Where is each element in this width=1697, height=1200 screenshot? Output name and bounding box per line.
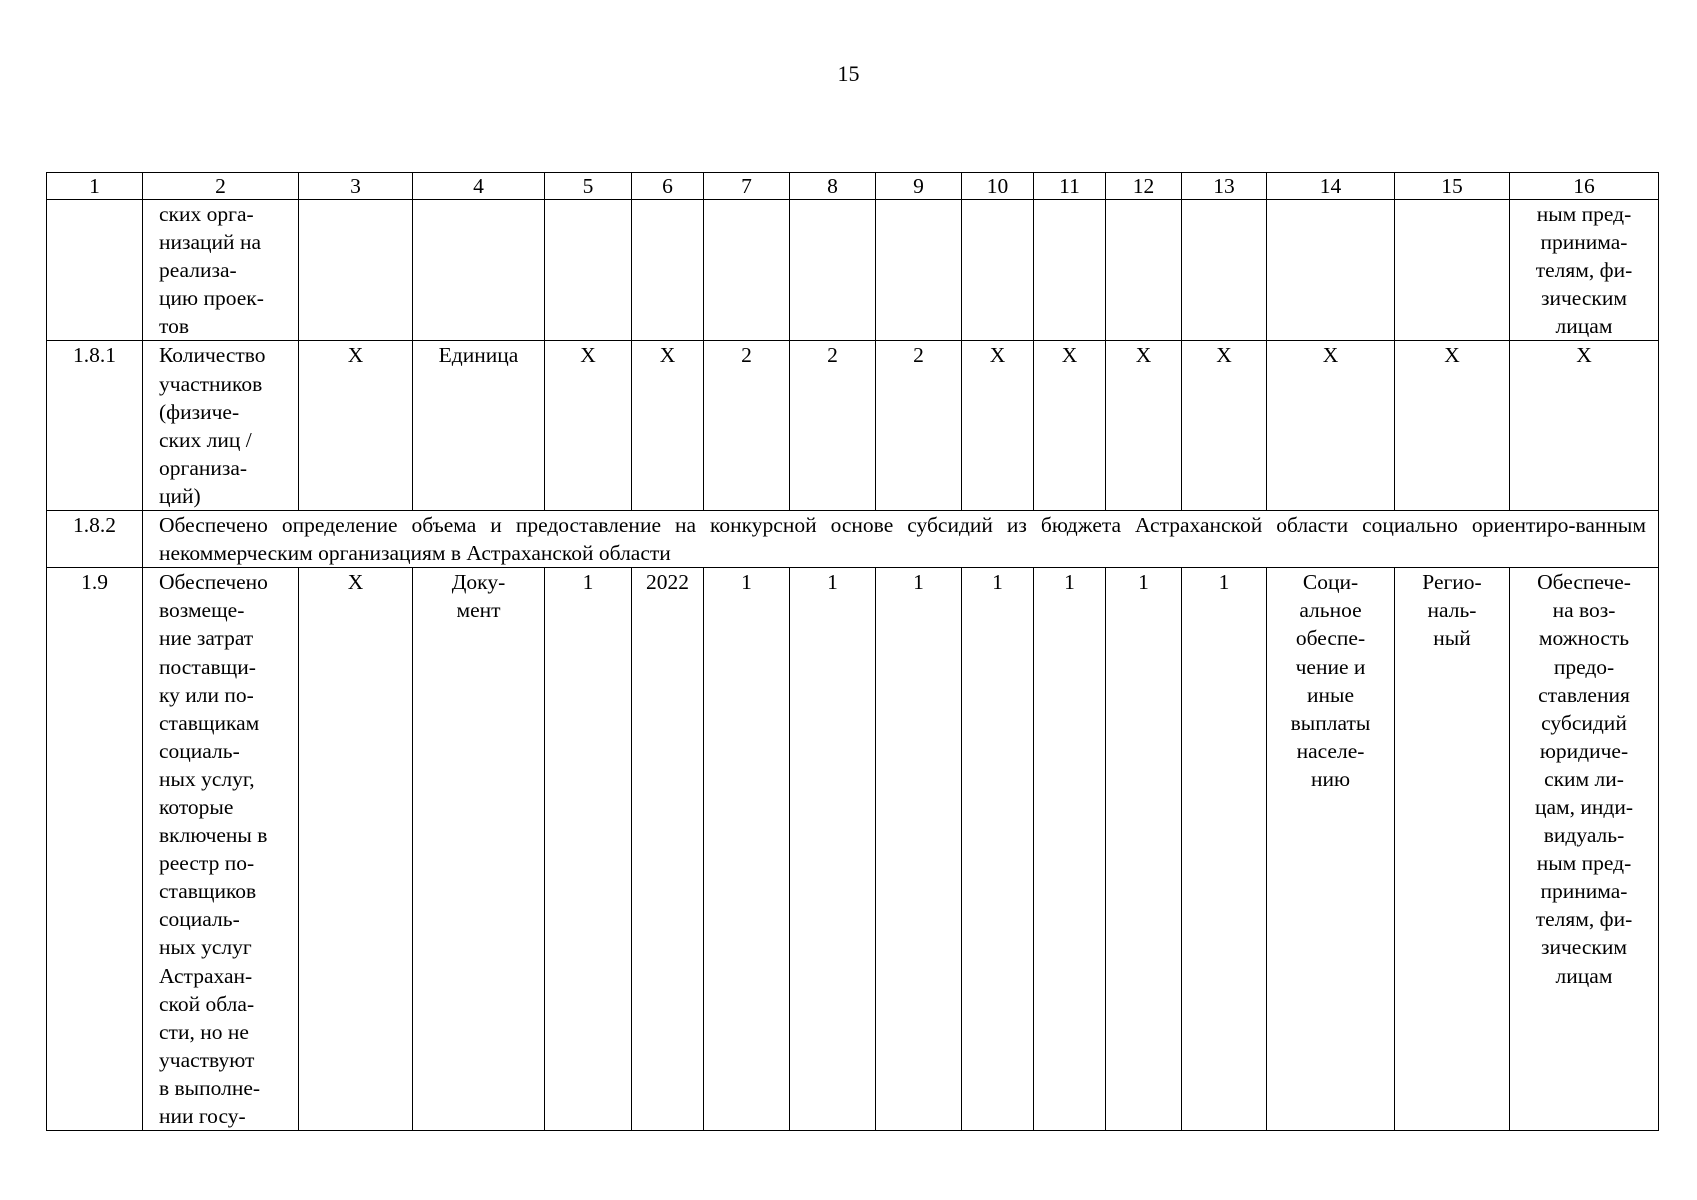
column-header: 15 [1395, 173, 1510, 200]
table-cell: Х [1267, 341, 1395, 511]
table-cell [632, 200, 704, 341]
table-cell: Х [962, 341, 1034, 511]
row-number: 1.8.2 [47, 511, 143, 568]
table-cell-name [143, 200, 299, 341]
table-cell [545, 200, 632, 341]
column-header: 6 [632, 173, 704, 200]
table-cell [1106, 200, 1182, 341]
column-number-row [47, 173, 1659, 200]
table-cell: 1 [962, 568, 1034, 1131]
column-header: 10 [962, 173, 1034, 200]
table-cell: 1 [790, 568, 876, 1131]
table-cell [1034, 200, 1106, 341]
column-header: 16 [1510, 173, 1659, 200]
column-header: 13 [1182, 173, 1267, 200]
column-header: 2 [143, 173, 299, 200]
cell-text: Доку- мент [451, 570, 506, 623]
table-cell [962, 200, 1034, 341]
cell-text: Регио- наль- ный [1422, 570, 1482, 651]
table-cell: 2022 [632, 568, 704, 1131]
cell-text: ских орга- низаций на реализа- цию проек- тов [159, 202, 264, 339]
column-header: 14 [1267, 173, 1395, 200]
column-header: 9 [876, 173, 962, 200]
table-cell: Х [632, 341, 704, 511]
table-row-continuation [47, 200, 1659, 341]
table-row-1-8-2 [47, 511, 1659, 568]
table-cell-name [143, 568, 299, 1131]
column-header: 8 [790, 173, 876, 200]
table-cell: 1 [704, 568, 790, 1131]
table-cell [47, 200, 143, 341]
table-cell: Х [1395, 341, 1510, 511]
table-cell [1267, 200, 1395, 341]
table-cell: Х [1034, 341, 1106, 511]
table-cell [1395, 568, 1510, 1131]
table-cell: 1 [545, 568, 632, 1131]
table-cell: 1 [1106, 568, 1182, 1131]
row-number: 1.8.1 [47, 341, 143, 511]
row-number: 1.9 [47, 568, 143, 1131]
column-header: 4 [413, 173, 545, 200]
table-cell [1510, 200, 1659, 341]
table-cell: 1 [1182, 568, 1267, 1131]
table-cell: Х [1510, 341, 1659, 511]
table-cell [413, 568, 545, 1131]
table-cell [1267, 568, 1395, 1131]
table-cell: 1 [876, 568, 962, 1131]
table-cell: Х [299, 341, 413, 511]
table-cell [1182, 200, 1267, 341]
table-cell [790, 200, 876, 341]
table-cell: 2 [790, 341, 876, 511]
page-number: 15 [837, 61, 860, 86]
merged-cell-text: Обеспечено определение объема и предоставление на конкурсной основе субсидий из бюджета Астраханской области социально ориентиро-ванным некоммерческим организациям в Астраханской области [143, 511, 1659, 568]
column-header: 1 [47, 173, 143, 200]
table-cell: 2 [704, 341, 790, 511]
cell-text: Обеспече- на воз- можность предо- ставления субсидий юридиче- ским ли- цам, инди- видуаль- ным пред- принима- телям, фи- зическим лицам [1534, 570, 1634, 988]
column-header: 5 [545, 173, 632, 200]
table-cell: Х [1182, 341, 1267, 511]
table-cell [1510, 568, 1659, 1131]
cell-text: Соци- альное обеспе- чение и иные выплаты населе- нию [1290, 570, 1371, 791]
cell-text: Обеспечено возмеще- ние затрат поставщи- ку или по- ставщикам социаль- ных услуг, которые включены в реестр по- ставщиков социаль- ных услуг Астрахан- ской обла- сти, но не участвуют в выполне- нии госу- [159, 570, 268, 1128]
table-cell [413, 200, 545, 341]
cell-text: Количество участников (физиче- ских лиц / организа- ций) [159, 343, 266, 508]
column-header: 12 [1106, 173, 1182, 200]
table-cell [704, 200, 790, 341]
column-header: 11 [1034, 173, 1106, 200]
table-row-1-8-1 [47, 341, 1659, 511]
table-cell [1395, 200, 1510, 341]
table-cell: Х [299, 568, 413, 1131]
column-header: 7 [704, 173, 790, 200]
table-cell: 2 [876, 341, 962, 511]
table-cell: 1 [1034, 568, 1106, 1131]
program-table [46, 172, 1659, 1131]
column-header: 3 [299, 173, 413, 200]
cell-text: ным пред- принима- телям, фи- зическим лицам [1535, 202, 1633, 339]
table-cell: Х [1106, 341, 1182, 511]
table-cell: Х [545, 341, 632, 511]
table-cell [299, 200, 413, 341]
table-row-1-9 [47, 568, 1659, 1131]
table-cell-name [143, 341, 299, 511]
table-cell: Единица [413, 341, 545, 511]
table-cell [876, 200, 962, 341]
